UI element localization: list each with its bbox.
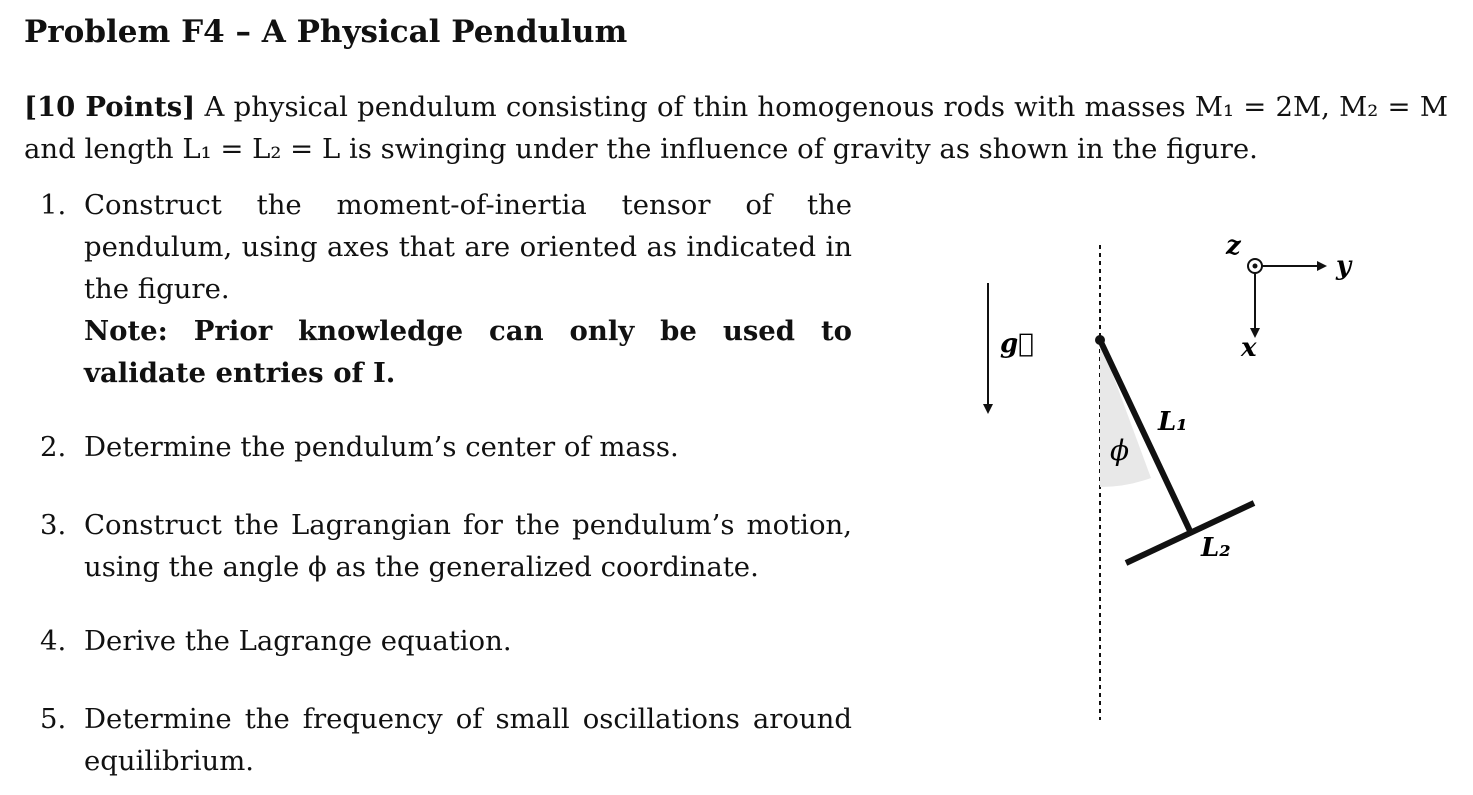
task-number: 1.	[40, 189, 67, 221]
task-text: Construct the Lagrangian for the pendulum’s motion, using the angle ϕ as the generalized coordinate.	[84, 509, 852, 583]
gravity-label: g⃗	[1000, 329, 1034, 359]
task-number: 3.	[40, 509, 67, 541]
task-number: 2.	[40, 431, 67, 463]
z-axis-dot	[1253, 264, 1258, 269]
task-number: 5.	[40, 703, 67, 735]
problem-title: Problem F4 – A Physical Pendulum	[24, 14, 628, 50]
pendulum-figure	[960, 230, 1380, 730]
pivot-point	[1095, 335, 1105, 345]
task-text: Construct the moment-of-inertia tensor of the pendulum, using axes that are oriented as indicated in the figure.	[84, 189, 852, 305]
L1-label: L₁	[1158, 407, 1188, 437]
phi-label: ϕ	[1110, 434, 1130, 467]
points-label: [10 Points]	[24, 91, 196, 123]
problem-intro	[24, 86, 1448, 170]
x-label: x	[1241, 333, 1257, 363]
task-note: Note: Prior knowledge can only be used to validate entries of I.	[84, 315, 852, 389]
y-label: y	[1336, 251, 1352, 281]
task-text: Determine the pendulum’s center of mass.	[84, 431, 679, 463]
rod-L2	[1126, 503, 1254, 563]
task-text: Determine the frequency of small oscillations around equilibrium.	[84, 703, 852, 777]
task-text: Derive the Lagrange equation.	[84, 625, 512, 657]
task-number: 4.	[40, 625, 67, 657]
intro-text: A physical pendulum consisting of thin homogenous rods with masses M₁ = 2M, M₂ = M and length L₁ = L₂ = L is swinging under the influence of gravity as shown in the figure.	[24, 91, 1448, 165]
L2-label: L₂	[1201, 533, 1231, 563]
z-label: z	[1226, 231, 1241, 261]
